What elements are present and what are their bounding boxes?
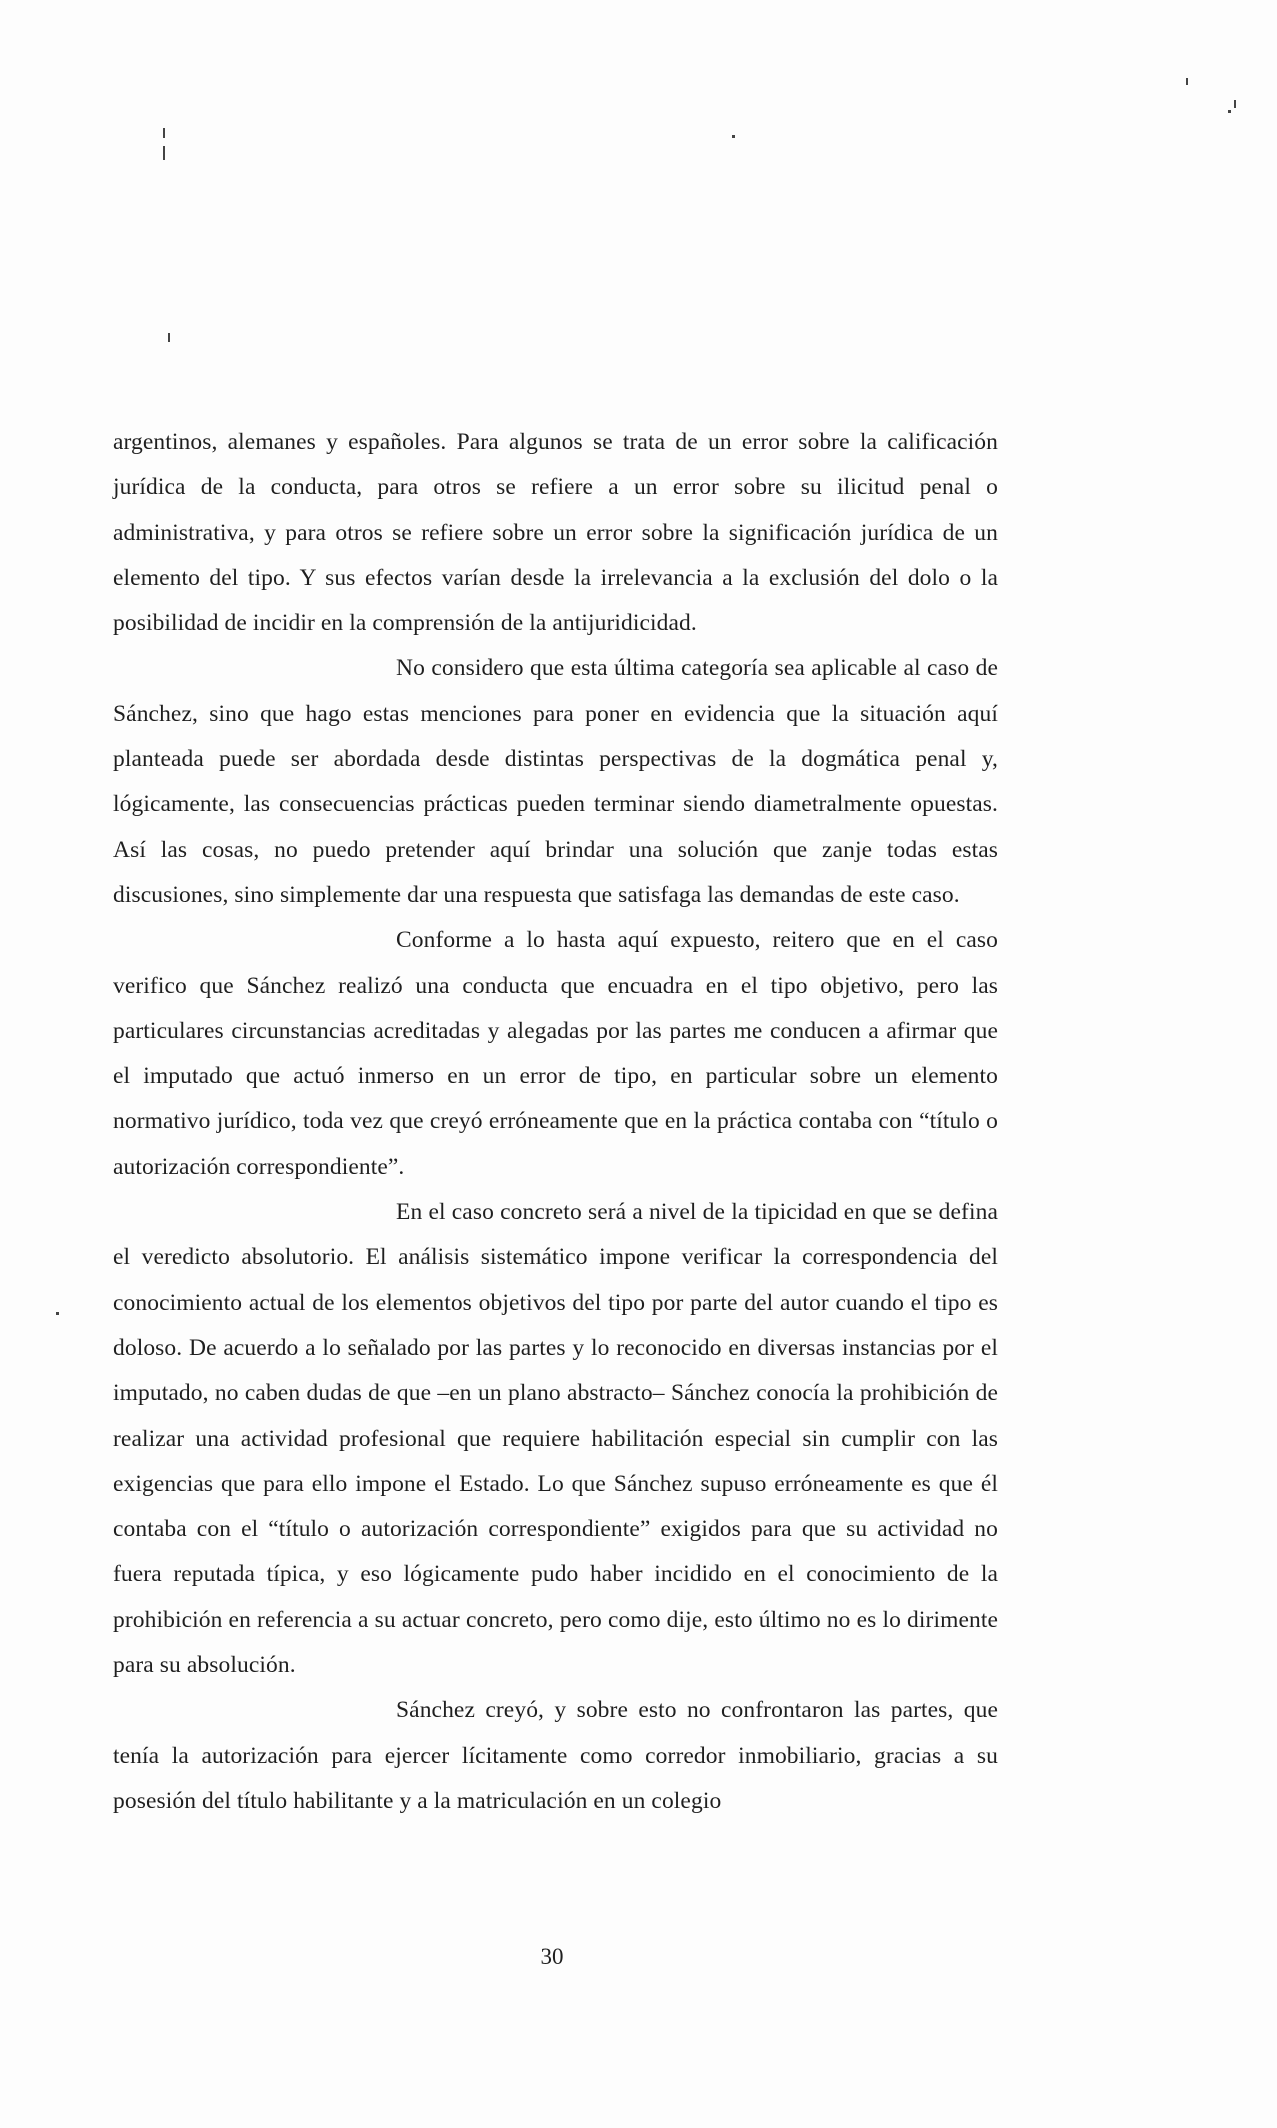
scan-mark [1186, 78, 1188, 85]
scan-mark [163, 128, 165, 138]
scan-mark [56, 1312, 59, 1315]
body-text [113, 420, 998, 1824]
scan-mark [1228, 110, 1231, 113]
paragraph-5: Sánchez creyó, y sobre esto no confrontaron las partes, que tenía la autorización para ejercer lícitamente como corredor inmobiliario, gracias a su posesión del título habilitante y a la matriculación en un colegio [113, 1697, 998, 1814]
page-number: 30 [540, 1944, 564, 1969]
paragraph-1: argentinos, alemanes y españoles. Para algunos se trata de un error sobre la calificación jurídica de la conducta, para otros se refiere a un error sobre su ilicitud penal o administrativa, y para otros se refiere sobre un error sobre la significación jurídica de un elemento del tipo. Y sus efectos varían desde la irrelevancia a la exclusión del dolo o la posibilidad de incidir en la comprensión de la antijuridicidad. [113, 429, 998, 637]
paragraph-4: En el caso concreto será a nivel de la tipicidad en que se defina el veredicto absolutorio. El análisis sistemático impone verificar la correspondencia del conocimiento actual de los elementos objetivos del tipo por parte del autor cuando el tipo es doloso. De acuerdo a lo señalado por las partes y lo reconocido en diversas instancias por el imputado, no caben dudas de que –en un plano abstracto– Sánchez conocía la prohibición de realizar una actividad profesional que requiere habilitación especial sin cumplir con las exigencias que para ello impone el Estado. Lo que Sánchez supuso erróneamente es que él contaba con el “título o autorización correspondiente” exigidos para que su actividad no fuera reputada típica, y eso lógicamente pudo haber incidido en el conocimiento de la prohibición en referencia a su actuar concreto, pero como dije, esto último no es lo dirimente para su absolución. [113, 1199, 998, 1679]
scan-mark [1234, 100, 1236, 108]
scan-mark [732, 135, 735, 138]
paragraph-2: No considero que esta última categoría sea aplicable al caso de Sánchez, sino que hago estas menciones para poner en evidencia que la situación aquí planteada puede ser abordada desde distintas perspectivas de la dogmática penal y, lógicamente, las consecuencias prácticas pueden terminar siendo diametralmente opuestas. Así las cosas, no puedo pretender aquí brindar una solución que zanje todas estas discusiones, sino simplemente dar una respuesta que satisfaga las demandas de este caso. [113, 655, 998, 908]
scan-mark [168, 333, 170, 342]
scan-mark [163, 146, 165, 160]
paragraph-3: Conforme a lo hasta aquí expuesto, reitero que en el caso verifico que Sánchez realizó una conducta que encuadra en el tipo objetivo, pero las particulares circunstancias acreditadas y alegadas por las partes me conducen a afirmar que el imputado que actuó inmerso en un error de tipo, en particular sobre un elemento normativo jurídico, toda vez que creyó erróneamente que en la práctica contaba con “título o autorización correspondiente”. [113, 927, 998, 1180]
